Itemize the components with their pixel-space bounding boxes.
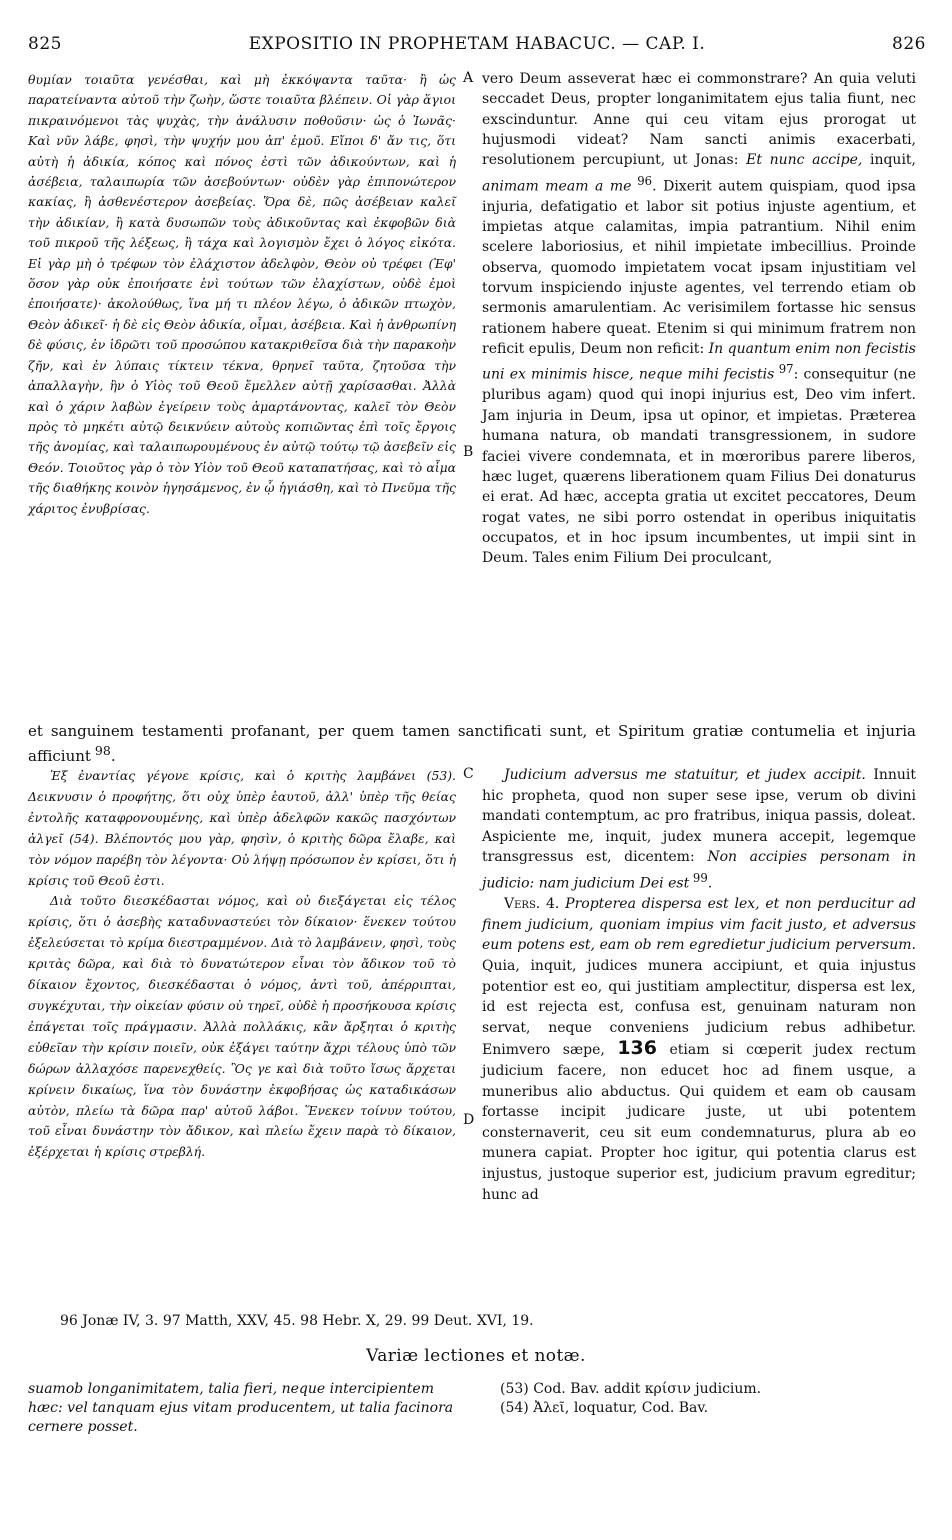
notes-title: Variæ lectiones et notæ.	[366, 1346, 586, 1366]
margin-marker-b: B	[463, 444, 474, 460]
greek-paragraph: θυμίαν τοιαῦτα γενέσθαι, καὶ μὴ ἐκκόψαντα ταῦτα· ἢ ὡς παρατείναντα αὐτοῦ τὴν ζωὴν, ὥστε τοιαῦτα βλέπειν. Οἱ γὰρ ἅγιοι πικραινόμενοι τὰς ψυχὰς, τὴν ἀνάλυσιν ποθοῦσιν· ὡς ὁ Ἰωνᾶς· Καὶ νῦν λάβε, φησὶ, τὴν ψυχήν μου ἀπ' ἐμοῦ. Εἴποι δ' ἄν τις, ὅτι αὐτὴ ἡ ἀδικία, κόπος καὶ πόνος ἐστὶ τῶν ἀδικούντων, καὶ ἡ ἀσέβεια, ταλαιπωρία τῶν ἀσεβούντων· οὐδὲν γὰρ ἐπιπονώτερον κακίας, ἢ ἀσθενέστερον ἀσεβείας. Ὅρα δὲ, πῶς ἀσέβειαν καλεῖ τὴν ἀδικίαν, ἢ κατὰ δυσωπῶν τοὺς ἀδικοῦντας καὶ ἐκφοβῶν διὰ τοῦ πικροῦ τῆς λέξεως, ἢ τάχα καὶ λογισμὸν ἔχει ὁ λόγος εἰκότα. Εἰ γὰρ μὴ ὁ τρέφων τὸν ἐλάχιστον ἀδελφὸν, Θεὸν οὐ τρέφει (Ἐφ' ὅσον γὰρ οὐκ ἐποιήσατε ἑνὶ τούτων τῶν ἐλαχίστων, οὐδὲ ἐμοὶ ἐποιήσατε)· ἀκολούθως, ἵνα μή τι πλέον λέγω, ὁ ἀδικῶν πτωχὸν, Θεὸν ἀδικεῖ· ἡ δὲ εἰς Θεὸν ἀδικία, οἶμαι, ἀσέβεια. Καὶ ἡ ἀνθρωπίνη δὲ φύσις, ἐν ἱδρῶτι τοῦ προσώπου κατακριθεῖσα διὰ τὴν παρακοὴν ζῆν, καὶ ἐν λύπαις τίκτειν τέκνα, θρηνεῖ ταῦτα, ζητοῦσα τὴν ἀπαλλαγὴν, ἣν ὁ Υἱὸς τοῦ Θεοῦ ἔμελλεν αὐτῇ χαρίσασθαι. Ἀλλὰ καὶ ὁ χάριν λαβὼν ἐγείρειν τοὺς ἁμαρτάνοντας, καλεῖ τὸν Θεὸν πρὸς τὸ μηκέτι αὐτῷ δεικνύειν αὐτοὺς κοπιῶντας ἐπὶ τοῖς ἔργοις τῆς ἀνομίας, καὶ ταλαιπωρουμένους ἐν αὐτῷ τούτῳ τῷ ἀσεβεῖν εἰς Θεόν. Τοιοῦτος γὰρ ὁ τὸν Υἱὸν τοῦ Θεοῦ καταπατήσας, καὶ τὸ αἷμα τῆς διαθήκης κοινὸν ἡγησάμενος, ἐν ᾧ ἡγιάσθη, καὶ τὸ Πνεῦμα τῆς χάριτος ἐνυβρίσας.	[28, 72, 456, 516]
notes-right	[500, 1380, 920, 1418]
footnote-ref: 96	[631, 173, 653, 188]
latin-paragraph: Judicium adversus me statuitur, et judex accipit. Innuit hic propheta, quod non super sese ipse, verum ob divini mandati contemptum, ac pro fratribus, iniqua passis, doleat. Aspiciente me, inquit, judex munera accepit, legemque transgressus est, dicentem: Non accipies personam in judicio: nam judicium Dei est $^{99}$.	[482, 767, 916, 892]
full-width-paragraph: et sanguinem testamenti profanant, per quem tamen sanctificati sunt, et Spiritum gratiæ contumelia et injuria afficiunt $^{98}$.	[28, 722, 916, 765]
latin-text: : consequitur (ne pluribus agam) quod qui inopi injurius est, Deo vim infert. Jam injuria in Deum, ipsa ut opinor, et impietas. Præterea humana natura, ob mandati transgressionem, in sudore faciei vivere condemnata, et in mœroribus parere liberos, hæc luget, quærens liberationem quam Filius Dei donaturus ei erat. Ad hæc, accepta gratia ut excitet peccatores, Deum rogat vates, ne sibi porro ostendat in operibus iniquitatis occupatos, et in hoc ipsum incumbentes, ut impii sint in Deum. Tales enim Filium Dei proculcant,	[482, 367, 916, 567]
latin-column-bottom	[482, 765, 916, 1295]
latin-text: vero Deum asseverat hæc ei commonstrare? An quia veluti seccadet Deus, propter longanimitatem ejus talia fiunt, nec exscinduntur. Anne qui ceu vitam ejus prorogat ut hujusmodi videat? Nam sancti animis exacerbati, resolutionem percupiunt, ut Jonas:	[482, 71, 916, 169]
note-item: (53) Cod. Bav. addit κρίσιν judicium.	[500, 1381, 762, 1397]
running-title: EXPOSITIO IN PROPHETAM HABACUC. — CAP. I.	[248, 34, 706, 54]
latin-column-top	[482, 69, 916, 723]
latin-quote: Non accipies personam in judicio: nam judicium Dei est	[482, 849, 916, 892]
footnote-ref: 97	[774, 362, 794, 377]
latin-quote: Propterea dispersa est lex, et non perducitur ad finem judicium, quoniam impius vim facit justo, et adversus eum potens est, eam ob rem egredietur judicium perversum.	[482, 896, 916, 954]
latin-text: . Dixerit autem quispiam, quod ipsa injuria, defatigatio et labor sit potius injuste agentium, et impietas atque calamitas, impia patrantium. Nihil enim scelere laboriosius, et nihil impietate imbecillius. Proinde observa, quomodo impietatem vocat ipsam injustitiam vel torvum inspiciendo injuste agentes, vel terrendo etiam ob sermonis amarulentiam. Ac verisimilem fortasse hic sensus rationem habere queat. Etenim si qui minimum fratrem non reficit epulis, Deum non reficit:	[482, 178, 916, 358]
greek-column-top	[28, 70, 456, 722]
page-header	[28, 34, 926, 58]
latin-quote: In quantum enim non fecistis uni ex minimis hisce, neque mihi fecistis	[482, 341, 916, 384]
verse-label: Vers. 4.	[504, 896, 560, 913]
latin-quote: animam meam a me	[482, 178, 632, 195]
greek-paragraph: Διὰ τοῦτο διεσκέδασται νόμος, καὶ οὐ διεξάγεται εἰς τέλος κρίσις, ὅτι ὁ ἀσεβὴς καταδυναστεύει τὸν δίκαιον· ἕνεκεν τούτου ἐξελεύσεται τὸ κρίμα διεστραμμένον. Διὰ τὸ λαμβάνειν, φησὶ, τοὺς κριτὰς δῶρα, καὶ διὰ τὸ δυνατώτερον εἶναι τὸν ἄδικον τοῦ τὸ δίκαιον ἔχοντος, διεσκέδασται ὁ νόμος, ἀντὶ τοῦ, ἀπέρριπται, συγκέχυται, τὴν οἰκείαν φύσιν οὐ τηρεῖ, οὐδὲ ἡ προσήκουσα κρίσις ἐπάγεται τοῖς πράγμασιν. Ἀλλὰ πολλάκις, κἂν ἄρξηται ὁ κριτὴς εὐθεῖαν τὴν κρίσιν ποιεῖν, οὐκ ἐξάγει ταύτην ἄχρι τέλους ὑπὸ τῶν δώρων ἀλλαχόσε παρενεχθείς. Ὃς γε καὶ διὰ τοῦτο ἴσως ἄρχεται κρίνειν δικαίως, ἵνα τὸν δυνάστην ἐκφοβήσας ὡς καταδικάσων αὐτὸν, πλείω τὰ δῶρα παρ' αὐτοῦ λάβοι. Ἕνεκεν τοίνυν τούτου, τοῦ εἶναι δυνάστην τὸν ἄδικον, καὶ πλείω ἔχειν παρὰ τὸ δίκαιον, ἐξέρχεται ἡ κρίσις στρεβλή.	[28, 893, 456, 1160]
note-item: (54) Ἀλεῖ, loquatur, Cod. Bav.	[500, 1400, 709, 1416]
page-number-left: 825	[28, 34, 62, 54]
greek-paragraph: Ἐξ ἐναντίας γέγονε κρίσις, καὶ ὁ κριτὴς λαμβάνει (53). Δεικνυσιν ὁ προφήτης, ὅτι οὐχ ὑπὲρ ἑαυτοῦ, ἀλλ' ὑπὲρ τῆς θείας ἐντολῆς καταφρονουμένης, καὶ ὑπὲρ ἀδελφῶν κακῶς πασχόντων ἀλγεῖ (54). Βλέποντός μου γὰρ, φησὶν, ὁ κριτὴς δῶρα ἔλαβε, καὶ τὸν νόμον παρέβη τὸν λέγοντα· Οὐ λήψῃ πρόσωπον ἐν κρίσει, ὅτι ἡ κρίσις τοῦ Θεοῦ ἐστι.	[28, 768, 456, 888]
notes-left: suamob longanimitatem, talia fieri, neque intercipientem hæc: vel tanquam ejus vitam producentem, ut talia facinora cernere posset.	[28, 1381, 454, 1435]
latin-text: et sanguinem testamenti profanant, per quem tamen sanctificati sunt, et Spiritum gratiæ contumelia et injuria afficiunt	[28, 722, 916, 765]
latin-quote: Et nunc accipe,	[746, 152, 863, 169]
margin-marker-c: C	[463, 766, 474, 782]
margin-marker-a: A	[463, 70, 474, 86]
margin-marker-d: D	[463, 1112, 475, 1128]
latin-quote: Judicium adversus me statuitur, et judex accipit.	[504, 767, 866, 783]
page-number-right: 826	[892, 34, 926, 54]
latin-text: inquit,	[862, 152, 917, 169]
greek-column-bottom	[28, 766, 456, 1296]
column-number: 136	[617, 1037, 657, 1060]
footnotes: 96 Jonæ IV, 3. 97 Matth, XXV, 45. 98 Hebr. X, 29. 99 Deut. XVI, 19.	[60, 1313, 534, 1329]
latin-text: etiam si cœperit judex rectum judicium facere, non educet hoc ad finem usque, a muneribus alio abductus. Qui quidem et eam ob causam fortasse incipit judicare juste, ut ubi potentem consternaverit, ceu sit eum condemnaturus, plura ab eo munera capiat. Propter hoc igitur, qui potentia clarus est injustus, justoque superior est, judicium pravum egreditur; hunc ad	[482, 1042, 917, 1203]
latin-text: Innuit hic propheta, quod non super sese ipse, verum ob divini mandati contemptum, ac pro fratribus, iniqua passis, doleat. Aspiciente me, inquit, judex munera accepit, legemque transgressus est, dicentem:	[482, 767, 916, 866]
latin-paragraph	[482, 894, 916, 1205]
full-width-line	[28, 721, 916, 766]
footnote-ref: 98	[90, 743, 111, 758]
latin-text: Quia, inquit, judices munera accipiunt, et quia injustus potentior est eo, qui justitiam amplectitur, dispersa est lex, id est rejecta est, confusa est, genuinam naturam non servat, neque conveniens judicium rebus adhibetur. Enimvero sæpe,	[482, 958, 916, 1059]
latin-paragraph	[482, 69, 916, 569]
footnote-ref: 99	[689, 870, 708, 885]
